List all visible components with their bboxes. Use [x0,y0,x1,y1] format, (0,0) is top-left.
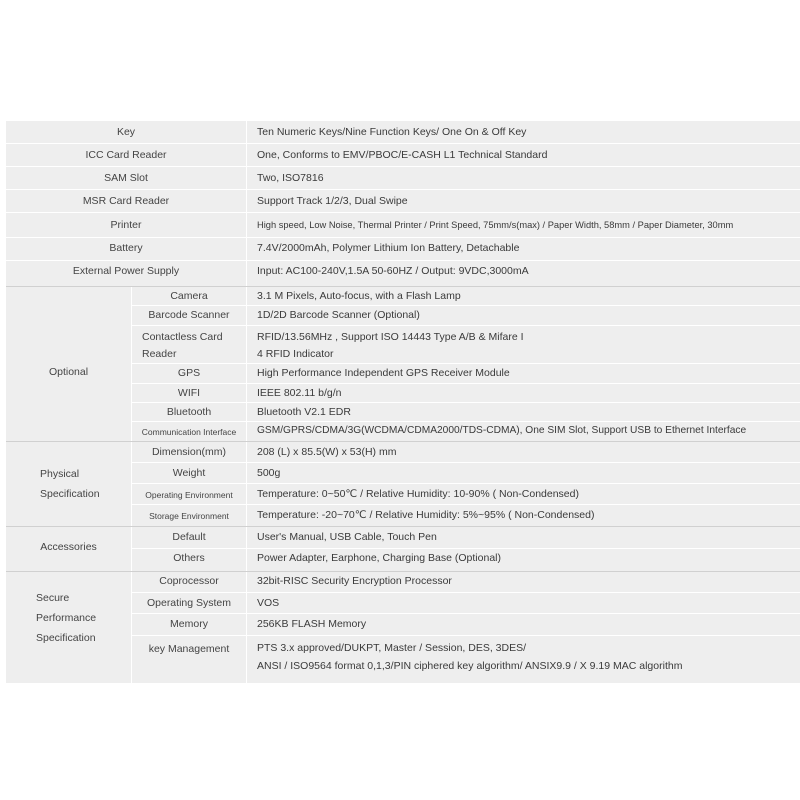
power-supply-label: External Power Supply [72,265,180,277]
secure-group-label-line2: Performance [36,612,97,624]
row-separator [132,462,800,463]
accessories-group-label: Accessories [40,541,97,553]
barcode-scanner-label: Barcode Scanner [148,309,230,321]
row-separator [132,402,800,403]
row-separator [132,305,800,306]
operating-environment-label: Operating Environment [145,490,233,500]
memory-label: Memory [170,618,208,630]
battery-label: Battery [109,242,143,254]
row-separator [132,383,800,384]
key-management-value-line2: ANSI / ISO9564 format 0,1,3/PIN ciphered key algorithm/ ANSIX9.9 / X 9.19 MAC algorithm [257,660,683,672]
row-separator [6,189,800,190]
row-separator [6,212,800,213]
row-separator [132,483,800,484]
group-separator [6,441,800,442]
row-separator [132,504,800,505]
key-management-label: key Management [148,643,230,655]
column-divider [246,286,247,683]
battery-value: 7.4V/2000mAh, Polymer Lithium Ion Battery, Detachable [257,242,520,254]
default-value: User's Manual, USB Cable, Touch Pen [257,531,437,543]
contactless-value-line1: RFID/13.56MHz , Support ISO 14443 Type A/B & Mifare I [257,331,524,343]
row-separator [132,592,800,593]
physical-group-label-line2: Specification [40,488,100,500]
key-label: Key [116,126,136,138]
printer-value: High speed, Low Noise, Thermal Printer / Print Speed, 75mm/s(max) / Paper Width, 58mm / Paper Diameter, 30mm [257,220,734,230]
msr-card-reader-label: MSR Card Reader [82,195,170,207]
camera-value: 3.1 M Pixels, Auto-focus, with a Flash Lamp [257,290,461,302]
power-supply-value: Input: AC100-240V,1.5A 50-60HZ / Output: 9VDC,3000mA [257,265,529,277]
contactless-label-line1: Contactless Card [142,331,223,343]
column-divider [246,121,247,286]
wifi-value: IEEE 802.11 b/g/n [257,387,342,399]
key-management-value-line1: PTS 3.x approved/DUKPT, Master / Session, DES, 3DES/ [257,642,527,654]
contactless-value-line2: 4 RFID Indicator [257,348,334,360]
others-value: Power Adapter, Earphone, Charging Base (Optional) [257,552,501,564]
weight-value: 500g [257,467,281,479]
row-separator [132,613,800,614]
row-separator [132,635,800,636]
msr-card-reader-value: Support Track 1/2/3, Dual Swipe [257,195,408,207]
row-separator [132,421,800,422]
sam-slot-value: Two, ISO7816 [257,172,324,184]
row-separator [6,143,800,144]
row-separator [6,237,800,238]
group-separator [6,286,800,287]
operating-system-label: Operating System [146,597,232,609]
key-value: Ten Numeric Keys/Nine Function Keys/ One On & Off Key [257,126,527,138]
icc-card-reader-value: One, Conforms to EMV/PBOC/E-CASH L1 Technical Standard [257,149,548,161]
default-label: Default [172,531,206,543]
storage-environment-value: Temperature: -20~70℃ / Relative Humidity: 5%~95% ( Non-Condensed) [257,509,595,521]
icc-card-reader-label: ICC Card Reader [85,149,167,161]
gps-value: High Performance Independent GPS Receiver Module [257,367,510,379]
operating-environment-value: Temperature: 0~50℃ / Relative Humidity: 10-90% ( Non-Condensed) [257,488,579,500]
row-separator [132,363,800,364]
row-separator [132,325,800,326]
wifi-label: WIFI [177,387,201,399]
dimension-label: Dimension(mm) [151,446,227,458]
coprocessor-value: 32bit-RISC Security Encryption Processor [257,575,452,587]
optional-group-label: Optional [48,366,89,378]
barcode-scanner-value: 1D/2D Barcode Scanner (Optional) [257,309,420,321]
group-separator [6,571,800,572]
communication-interface-label: Communication Interface [141,427,237,437]
weight-label: Weight [172,467,206,479]
row-separator [6,166,800,167]
others-label: Others [173,552,205,564]
camera-label: Camera [170,290,208,302]
communication-interface-value: GSM/GPRS/CDMA/3G(WCDMA/CDMA2000/TDS-CDMA), One SIM Slot, Support USB to Ethernet Interface [257,425,747,436]
operating-system-value: VOS [257,597,280,609]
coprocessor-label: Coprocessor [159,575,219,587]
sam-slot-label: SAM Slot [104,172,148,184]
storage-environment-label: Storage Environment [149,511,229,521]
group-separator [6,526,800,527]
memory-value: 256KB FLASH Memory [257,618,367,630]
secure-group-label-line1: Secure [36,592,70,604]
row-separator [132,548,800,549]
row-separator [6,260,800,261]
contactless-label-line2: Reader [142,348,177,360]
secure-group-label-line3: Specification [36,632,96,644]
bluetooth-label: Bluetooth [166,406,212,418]
bluetooth-value: Bluetooth V2.1 EDR [257,406,351,418]
spec-table [6,121,800,683]
printer-label: Printer [110,219,142,231]
physical-group-label-line1: Physical [40,468,80,480]
dimension-value: 208 (L) x 85.5(W) x 53(H) mm [257,446,397,458]
gps-label: GPS [177,367,201,379]
